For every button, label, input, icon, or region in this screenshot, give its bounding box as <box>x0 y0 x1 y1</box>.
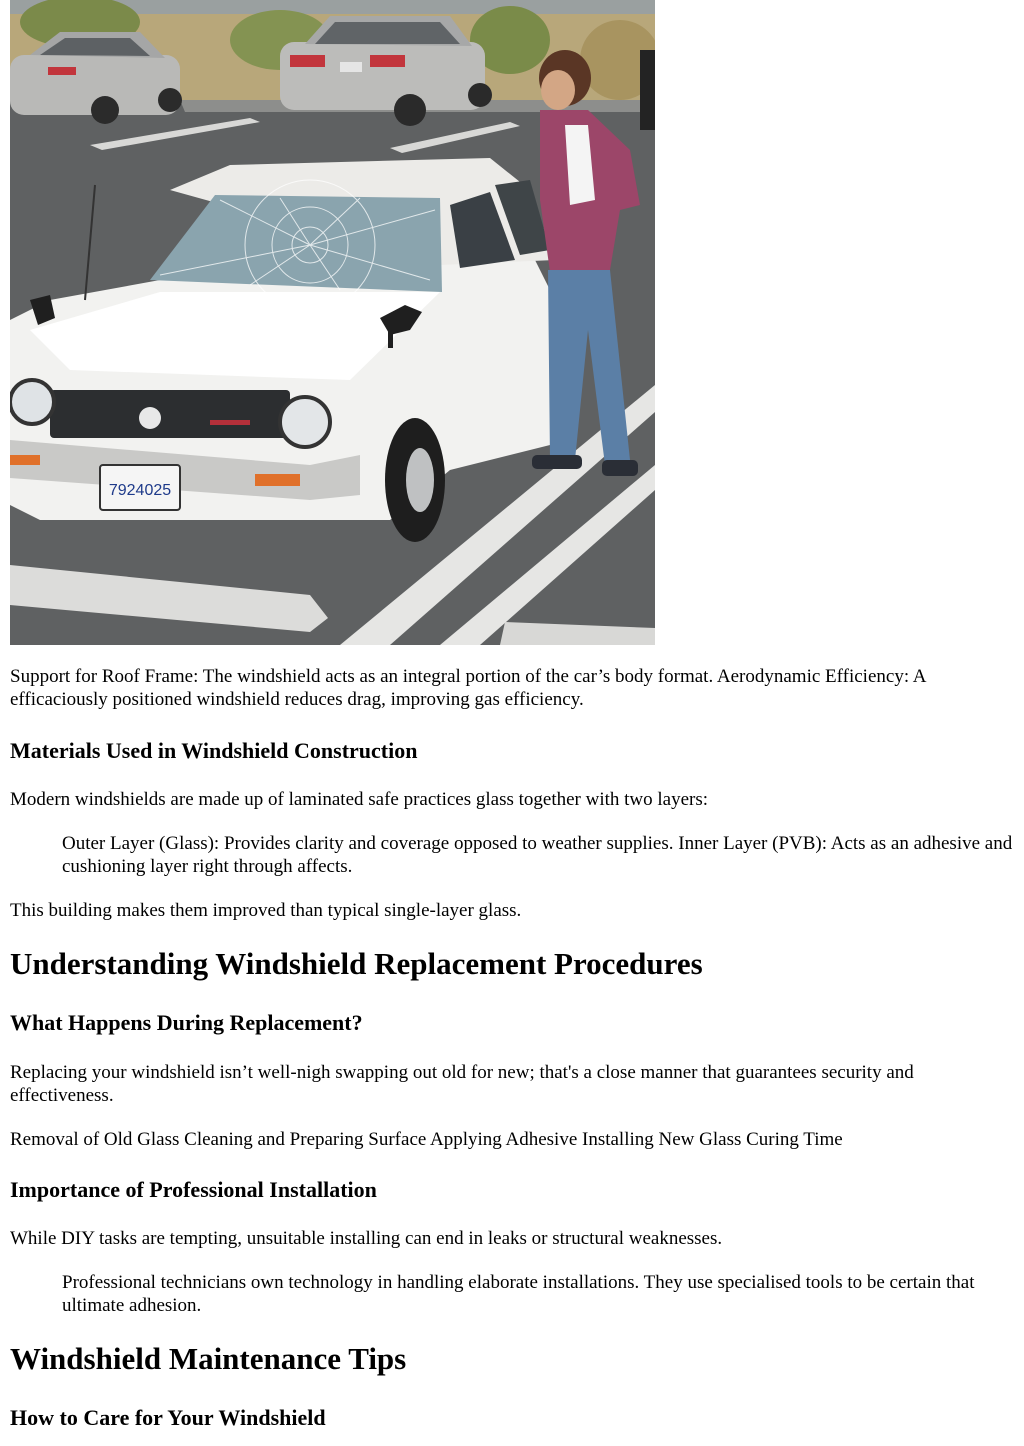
materials-blockquote: Outer Layer (Glass): Provides clarity and coverage opposed to weather supplies. Inner Layer (PVB): Acts as an adhesive and cushioning layer right through affects. <box>62 833 1013 877</box>
replacement-steps-paragraph: Removal of Old Glass Cleaning and Preparing Surface Applying Adhesive Installing New Glass Curing Time <box>10 1129 843 1150</box>
grille <box>50 390 290 438</box>
heading-materials: Materials Used in Windshield Construction <box>10 738 418 763</box>
professional-blockquote: Professional technicians own technology in handling elaborate installations. They use specialised tools to be certain that ultimate adhesion. <box>62 1272 975 1316</box>
materials-intro-paragraph: Modern windshields are made up of laminated safe practices glass together with two layers: <box>10 789 709 810</box>
heading-what-happens: What Happens During Replacement? <box>10 1010 363 1035</box>
article-image <box>10 0 655 645</box>
heading-maintenance: Windshield Maintenance Tips <box>10 1341 407 1376</box>
headlight <box>280 397 330 447</box>
heading-understanding: Understanding Windshield Replacement Procedures <box>10 946 703 981</box>
headlight <box>10 380 54 424</box>
article <box>10 0 1014 1430</box>
background-car-edge <box>640 50 655 130</box>
professional-intro-paragraph: While DIY tasks are tempting, unsuitable installing can end in leaks or structural weaknesses. <box>10 1228 723 1249</box>
license-plate-text: 7924025 <box>108 482 172 499</box>
car-photo-illustration <box>10 0 655 645</box>
materials-outro-paragraph: This building makes them improved than typical single-layer glass. <box>10 900 522 921</box>
replacement-intro-paragraph: Replacing your windshield isn’t well-nigh swapping out old for new; that's a close manner that guarantees security and effectiveness. <box>10 1062 914 1106</box>
toyota-emblem <box>139 407 161 429</box>
heading-importance: Importance of Professional Installation <box>10 1177 377 1202</box>
heading-how-to-care: How to Care for Your Windshield <box>10 1405 326 1430</box>
support-paragraph: Support for Roof Frame: The windshield acts as an integral portion of the car’s body format. Aerodynamic Efficiency: A efficaciously positioned windshield reduces drag, improving gas efficiency. <box>10 666 926 710</box>
